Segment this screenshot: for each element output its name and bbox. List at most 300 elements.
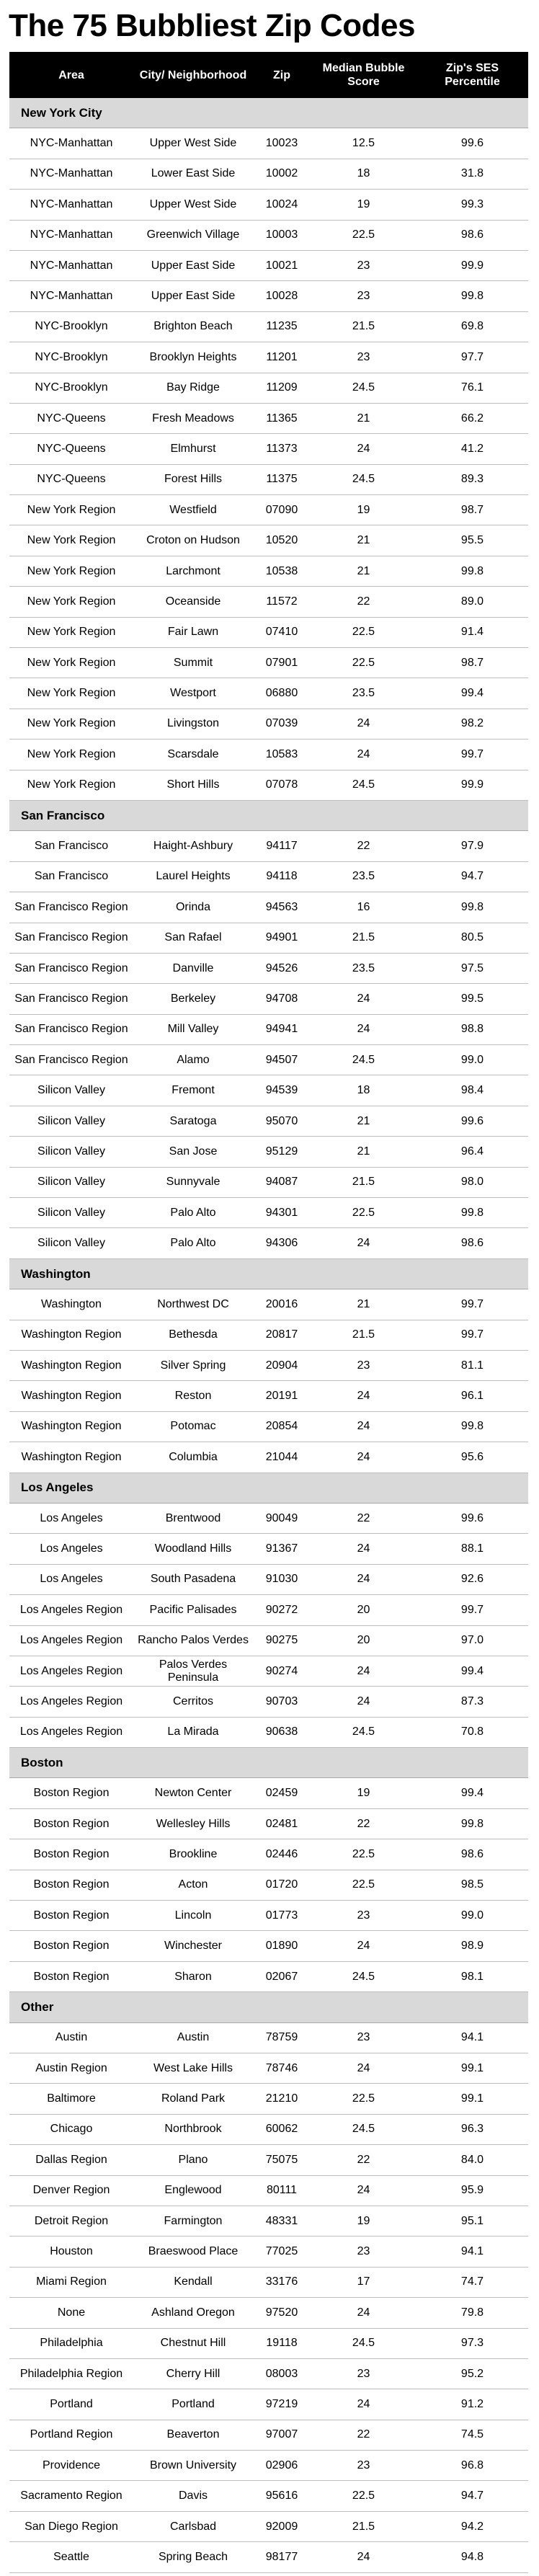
cell-ses-percentile: 94.1: [416, 2022, 528, 2053]
table-row: [9, 2298, 528, 2328]
cell-median-bubble-score: 23: [311, 281, 416, 311]
table-row: [9, 2420, 528, 2450]
cell-ses-percentile: 99.0: [416, 1901, 528, 1931]
cell-area: Austin: [9, 2022, 133, 2053]
cell-city-neighborhood: Northwest DC: [133, 1289, 253, 1320]
cell-median-bubble-score: 23: [311, 2022, 416, 2053]
cell-ses-percentile: 94.8: [416, 2542, 528, 2573]
cell-median-bubble-score: 21.5: [311, 1320, 416, 1350]
cell-zip: 01890: [253, 1931, 311, 1961]
cell-zip: 11209: [253, 373, 311, 403]
cell-zip: 02446: [253, 1839, 311, 1870]
cell-zip: 02481: [253, 1808, 311, 1839]
cell-median-bubble-score: 24: [311, 1228, 416, 1258]
cell-area: Seattle: [9, 2542, 133, 2573]
cell-city-neighborhood: Plano: [133, 2145, 253, 2175]
cell-city-neighborhood: Fresh Meadows: [133, 403, 253, 433]
table-row: [9, 434, 528, 464]
table-row: [9, 1778, 528, 1808]
cell-area: Silicon Valley: [9, 1075, 133, 1106]
table-header-row: [9, 52, 528, 98]
cell-area: New York Region: [9, 617, 133, 647]
table-row: [9, 2022, 528, 2053]
cell-ses-percentile: 99.0: [416, 1045, 528, 1075]
cell-city-neighborhood: Summit: [133, 648, 253, 678]
table-row: [9, 2237, 528, 2267]
cell-area: Dallas Region: [9, 2145, 133, 2175]
cell-median-bubble-score: 24.5: [311, 770, 416, 800]
cell-area: Silicon Valley: [9, 1137, 133, 1167]
cell-city-neighborhood: Cherry Hill: [133, 2358, 253, 2389]
table-row: [9, 2542, 528, 2573]
cell-city-neighborhood: Alamo: [133, 1045, 253, 1075]
cell-zip: 97520: [253, 2298, 311, 2328]
cell-median-bubble-score: 24: [311, 2053, 416, 2083]
cell-area: Silicon Valley: [9, 1228, 133, 1258]
table-row: [9, 587, 528, 617]
section-title: Other: [9, 1992, 528, 2022]
table-row: [9, 1687, 528, 1717]
cell-zip: 08003: [253, 2358, 311, 2389]
cell-ses-percentile: 99.8: [416, 892, 528, 923]
cell-city-neighborhood: Saratoga: [133, 1106, 253, 1136]
cell-ses-percentile: 74.7: [416, 2267, 528, 2297]
cell-zip: 21210: [253, 2084, 311, 2114]
cell-area: Washington: [9, 1289, 133, 1320]
section-title: Washington: [9, 1258, 528, 1289]
cell-area: None: [9, 2298, 133, 2328]
cell-city-neighborhood: Northbrook: [133, 2114, 253, 2144]
cell-area: Boston Region: [9, 1808, 133, 1839]
cell-zip: 98177: [253, 2542, 311, 2573]
cell-ses-percentile: 99.5: [416, 984, 528, 1014]
cell-median-bubble-score: 24.5: [311, 2114, 416, 2144]
cell-median-bubble-score: 21.5: [311, 1167, 416, 1197]
cell-zip: 97007: [253, 2420, 311, 2450]
cell-zip: 94526: [253, 953, 311, 983]
cell-area: NYC-Manhattan: [9, 250, 133, 280]
cell-ses-percentile: 98.4: [416, 1075, 528, 1106]
cell-zip: 94306: [253, 1228, 311, 1258]
header-ses-percentile: Zip's SES Percentile: [416, 52, 528, 98]
cell-zip: 94117: [253, 831, 311, 861]
cell-median-bubble-score: 22.5: [311, 1870, 416, 1900]
cell-zip: 20904: [253, 1351, 311, 1381]
cell-city-neighborhood: Haight-Ashbury: [133, 831, 253, 861]
cell-ses-percentile: 79.8: [416, 2298, 528, 2328]
section-header-row: [9, 800, 528, 830]
cell-zip: 10024: [253, 190, 311, 220]
cell-ses-percentile: 95.9: [416, 2175, 528, 2206]
cell-city-neighborhood: Laurel Heights: [133, 861, 253, 892]
cell-ses-percentile: 99.6: [416, 128, 528, 159]
table-row: [9, 861, 528, 892]
table-row: [9, 1228, 528, 1258]
table-row: [9, 617, 528, 647]
cell-city-neighborhood: Scarsdale: [133, 740, 253, 770]
cell-zip: 01720: [253, 1870, 311, 1900]
table-row: [9, 648, 528, 678]
cell-city-neighborhood: Ashland Oregon: [133, 2298, 253, 2328]
cell-median-bubble-score: 24.5: [311, 373, 416, 403]
cell-area: Los Angeles Region: [9, 1717, 133, 1747]
cell-median-bubble-score: 23: [311, 1901, 416, 1931]
cell-zip: 90272: [253, 1595, 311, 1625]
cell-median-bubble-score: 24: [311, 1687, 416, 1717]
cell-ses-percentile: 99.4: [416, 678, 528, 709]
cell-zip: 11572: [253, 587, 311, 617]
cell-zip: 90275: [253, 1625, 311, 1656]
cell-zip: 11365: [253, 403, 311, 433]
cell-zip: 11375: [253, 464, 311, 494]
cell-zip: 33176: [253, 2267, 311, 2297]
cell-ses-percentile: 88.1: [416, 1534, 528, 1564]
cell-area: Silicon Valley: [9, 1198, 133, 1228]
cell-ses-percentile: 41.2: [416, 434, 528, 464]
cell-area: Los Angeles: [9, 1503, 133, 1533]
cell-area: NYC-Manhattan: [9, 190, 133, 220]
cell-zip: 90638: [253, 1717, 311, 1747]
table-row: [9, 2328, 528, 2358]
cell-city-neighborhood: Reston: [133, 1381, 253, 1411]
cell-city-neighborhood: Orinda: [133, 892, 253, 923]
cell-city-neighborhood: Westport: [133, 678, 253, 709]
cell-area: Washington Region: [9, 1442, 133, 1473]
cell-city-neighborhood: Fremont: [133, 1075, 253, 1106]
cell-area: Washington Region: [9, 1320, 133, 1350]
cell-area: New York Region: [9, 740, 133, 770]
cell-area: Los Angeles Region: [9, 1656, 133, 1686]
cell-area: New York Region: [9, 770, 133, 800]
cell-median-bubble-score: 23: [311, 1351, 416, 1381]
cell-zip: 94708: [253, 984, 311, 1014]
header-area: Area: [9, 52, 133, 98]
cell-median-bubble-score: 21: [311, 403, 416, 433]
cell-ses-percentile: 99.7: [416, 1320, 528, 1350]
cell-median-bubble-score: 22.5: [311, 2481, 416, 2511]
cell-median-bubble-score: 22: [311, 2145, 416, 2175]
table-row: [9, 1870, 528, 1900]
cell-ses-percentile: 87.3: [416, 1687, 528, 1717]
cell-ses-percentile: 99.8: [416, 1411, 528, 1442]
table-row: [9, 709, 528, 739]
cell-median-bubble-score: 24: [311, 1931, 416, 1961]
cell-city-neighborhood: Oceanside: [133, 587, 253, 617]
cell-area: Los Angeles: [9, 1534, 133, 1564]
cell-area: New York Region: [9, 525, 133, 556]
cell-ses-percentile: 91.4: [416, 617, 528, 647]
cell-median-bubble-score: 21: [311, 1106, 416, 1136]
cell-zip: 78759: [253, 2022, 311, 2053]
cell-ses-percentile: 96.8: [416, 2451, 528, 2481]
cell-area: NYC-Brooklyn: [9, 373, 133, 403]
table-row: [9, 1014, 528, 1044]
cell-median-bubble-score: 17: [311, 2267, 416, 2297]
cell-ses-percentile: 94.7: [416, 861, 528, 892]
cell-city-neighborhood: Bethesda: [133, 1320, 253, 1350]
table-row: [9, 464, 528, 494]
cell-zip: 78746: [253, 2053, 311, 2083]
cell-ses-percentile: 99.8: [416, 1198, 528, 1228]
cell-zip: 94301: [253, 1198, 311, 1228]
table-row: [9, 556, 528, 586]
cell-median-bubble-score: 23.5: [311, 678, 416, 709]
cell-median-bubble-score: 22.5: [311, 1198, 416, 1228]
cell-city-neighborhood: Cerritos: [133, 1687, 253, 1717]
cell-ses-percentile: 95.2: [416, 2358, 528, 2389]
table-row: [9, 2481, 528, 2511]
cell-zip: 20016: [253, 1289, 311, 1320]
cell-ses-percentile: 98.5: [416, 1870, 528, 1900]
cell-median-bubble-score: 23.5: [311, 953, 416, 983]
cell-area: Miami Region: [9, 2267, 133, 2297]
cell-area: NYC-Manhattan: [9, 128, 133, 159]
cell-zip: 20854: [253, 1411, 311, 1442]
table-row: [9, 1411, 528, 1442]
cell-median-bubble-score: 21.5: [311, 923, 416, 953]
cell-city-neighborhood: Upper East Side: [133, 250, 253, 280]
table-row: [9, 953, 528, 983]
cell-ses-percentile: 91.2: [416, 2389, 528, 2420]
cell-median-bubble-score: 24: [311, 709, 416, 739]
cell-zip: 10520: [253, 525, 311, 556]
table-row: [9, 984, 528, 1014]
cell-zip: 94563: [253, 892, 311, 923]
cell-area: San Diego Region: [9, 2511, 133, 2541]
cell-ses-percentile: 99.1: [416, 2053, 528, 2083]
table-row: [9, 2053, 528, 2083]
cell-ses-percentile: 99.7: [416, 1289, 528, 1320]
cell-median-bubble-score: 24: [311, 2175, 416, 2206]
cell-ses-percentile: 97.9: [416, 831, 528, 861]
cell-ses-percentile: 97.7: [416, 342, 528, 373]
table-row: [9, 373, 528, 403]
table-row: [9, 892, 528, 923]
cell-median-bubble-score: 24: [311, 1442, 416, 1473]
cell-zip: 94087: [253, 1167, 311, 1197]
cell-median-bubble-score: 21.5: [311, 2511, 416, 2541]
cell-zip: 02459: [253, 1778, 311, 1808]
cell-ses-percentile: 89.3: [416, 464, 528, 494]
cell-area: NYC-Manhattan: [9, 281, 133, 311]
cell-ses-percentile: 99.1: [416, 2084, 528, 2114]
cell-area: NYC-Brooklyn: [9, 311, 133, 342]
cell-ses-percentile: 94.7: [416, 2481, 528, 2511]
cell-zip: 10583: [253, 740, 311, 770]
cell-area: Denver Region: [9, 2175, 133, 2206]
cell-ses-percentile: 84.0: [416, 2145, 528, 2175]
cell-area: Boston Region: [9, 1870, 133, 1900]
cell-zip: 07078: [253, 770, 311, 800]
table-row: [9, 1289, 528, 1320]
section-header-row: [9, 1748, 528, 1778]
cell-area: NYC-Queens: [9, 403, 133, 433]
cell-ses-percentile: 98.7: [416, 648, 528, 678]
cell-median-bubble-score: 19: [311, 2206, 416, 2236]
cell-city-neighborhood: Palo Alto: [133, 1228, 253, 1258]
cell-median-bubble-score: 23: [311, 2451, 416, 2481]
cell-median-bubble-score: 24.5: [311, 1045, 416, 1075]
table-row: [9, 1503, 528, 1533]
cell-city-neighborhood: Silver Spring: [133, 1351, 253, 1381]
cell-ses-percentile: 95.5: [416, 525, 528, 556]
cell-ses-percentile: 98.6: [416, 1228, 528, 1258]
cell-median-bubble-score: 22: [311, 1503, 416, 1533]
cell-area: New York Region: [9, 648, 133, 678]
cell-ses-percentile: 89.0: [416, 587, 528, 617]
cell-area: Silicon Valley: [9, 1167, 133, 1197]
cell-city-neighborhood: Spring Beach: [133, 2542, 253, 2573]
cell-ses-percentile: 99.8: [416, 281, 528, 311]
cell-median-bubble-score: 22.5: [311, 220, 416, 250]
header-median-bubble-score: Median Bubble Score: [311, 52, 416, 98]
cell-ses-percentile: 97.5: [416, 953, 528, 983]
table-row: [9, 1839, 528, 1870]
table-row: [9, 342, 528, 373]
cell-median-bubble-score: 24: [311, 1411, 416, 1442]
table-row: [9, 831, 528, 861]
cell-city-neighborhood: Elmhurst: [133, 434, 253, 464]
cell-city-neighborhood: West Lake Hills: [133, 2053, 253, 2083]
cell-area: Los Angeles Region: [9, 1625, 133, 1656]
cell-ses-percentile: 69.8: [416, 311, 528, 342]
cell-city-neighborhood: Brooklyn Heights: [133, 342, 253, 373]
cell-median-bubble-score: 23: [311, 342, 416, 373]
section-header-row: [9, 1992, 528, 2022]
cell-area: Portland Region: [9, 2420, 133, 2450]
cell-city-neighborhood: Farmington: [133, 2206, 253, 2236]
cell-zip: 11235: [253, 311, 311, 342]
cell-ses-percentile: 31.8: [416, 159, 528, 189]
cell-area: Sacramento Region: [9, 2481, 133, 2511]
table-row: [9, 1381, 528, 1411]
cell-area: NYC-Manhattan: [9, 220, 133, 250]
table-row: [9, 2206, 528, 2236]
cell-zip: 60062: [253, 2114, 311, 2144]
cell-median-bubble-score: 24: [311, 984, 416, 1014]
section-header-row: [9, 1473, 528, 1503]
cell-city-neighborhood: Lower East Side: [133, 159, 253, 189]
cell-median-bubble-score: 24: [311, 2389, 416, 2420]
cell-ses-percentile: 99.7: [416, 1595, 528, 1625]
table-row: [9, 1198, 528, 1228]
section-header-row: [9, 1258, 528, 1289]
cell-area: Philadelphia: [9, 2328, 133, 2358]
cell-city-neighborhood: Greenwich Village: [133, 220, 253, 250]
cell-median-bubble-score: 21: [311, 1289, 416, 1320]
cell-city-neighborhood: Brown University: [133, 2451, 253, 2481]
cell-city-neighborhood: Fair Lawn: [133, 617, 253, 647]
cell-median-bubble-score: 24: [311, 434, 416, 464]
cell-ses-percentile: 96.4: [416, 1137, 528, 1167]
cell-city-neighborhood: Croton on Hudson: [133, 525, 253, 556]
cell-city-neighborhood: Forest Hills: [133, 464, 253, 494]
cell-zip: 20191: [253, 1381, 311, 1411]
bubble-zip-table: [9, 52, 528, 2573]
section-title: Los Angeles: [9, 1473, 528, 1503]
cell-zip: 91030: [253, 1564, 311, 1594]
cell-ses-percentile: 66.2: [416, 403, 528, 433]
header-zip: Zip: [253, 52, 311, 98]
cell-city-neighborhood: Carlsbad: [133, 2511, 253, 2541]
cell-zip: 77025: [253, 2237, 311, 2267]
cell-area: New York Region: [9, 678, 133, 709]
cell-median-bubble-score: 20: [311, 1625, 416, 1656]
cell-ses-percentile: 98.8: [416, 1014, 528, 1044]
cell-zip: 90703: [253, 1687, 311, 1717]
cell-city-neighborhood: Lincoln: [133, 1901, 253, 1931]
section-header-row: [9, 98, 528, 128]
cell-ses-percentile: 95.6: [416, 1442, 528, 1473]
cell-ses-percentile: 99.8: [416, 1808, 528, 1839]
cell-zip: 07090: [253, 495, 311, 525]
cell-median-bubble-score: 22.5: [311, 2084, 416, 2114]
cell-ses-percentile: 92.6: [416, 1564, 528, 1594]
cell-city-neighborhood: La Mirada: [133, 1717, 253, 1747]
cell-city-neighborhood: Chestnut Hill: [133, 2328, 253, 2358]
table-row: [9, 678, 528, 709]
table-row: [9, 1075, 528, 1106]
cell-ses-percentile: 99.6: [416, 1503, 528, 1533]
cell-zip: 10002: [253, 159, 311, 189]
cell-ses-percentile: 81.1: [416, 1351, 528, 1381]
cell-city-neighborhood: Woodland Hills: [133, 1534, 253, 1564]
table-row: [9, 281, 528, 311]
cell-zip: 10003: [253, 220, 311, 250]
cell-ses-percentile: 99.7: [416, 740, 528, 770]
cell-zip: 91367: [253, 1534, 311, 1564]
cell-city-neighborhood: Berkeley: [133, 984, 253, 1014]
cell-area: Philadelphia Region: [9, 2358, 133, 2389]
table-row: [9, 1320, 528, 1350]
cell-city-neighborhood: Rancho Palos Verdes: [133, 1625, 253, 1656]
cell-ses-percentile: 96.1: [416, 1381, 528, 1411]
table-row: [9, 1045, 528, 1075]
cell-zip: 02906: [253, 2451, 311, 2481]
cell-median-bubble-score: 21: [311, 1137, 416, 1167]
cell-median-bubble-score: 19: [311, 1778, 416, 1808]
cell-area: San Francisco: [9, 831, 133, 861]
cell-median-bubble-score: 22: [311, 1808, 416, 1839]
cell-ses-percentile: 98.6: [416, 220, 528, 250]
cell-ses-percentile: 99.9: [416, 770, 528, 800]
cell-city-neighborhood: Potomac: [133, 1411, 253, 1442]
cell-zip: 95070: [253, 1106, 311, 1136]
cell-area: Washington Region: [9, 1411, 133, 1442]
cell-city-neighborhood: Palos Verdes Peninsula: [133, 1656, 253, 1686]
cell-median-bubble-score: 24: [311, 1656, 416, 1686]
cell-city-neighborhood: Larchmont: [133, 556, 253, 586]
cell-area: Los Angeles Region: [9, 1687, 133, 1717]
cell-city-neighborhood: Columbia: [133, 1442, 253, 1473]
table-row: [9, 1961, 528, 1991]
cell-ses-percentile: 97.3: [416, 2328, 528, 2358]
table-row: [9, 250, 528, 280]
table-row: [9, 1595, 528, 1625]
table-row: [9, 1167, 528, 1197]
cell-area: Detroit Region: [9, 2206, 133, 2236]
cell-zip: 07410: [253, 617, 311, 647]
cell-zip: 11373: [253, 434, 311, 464]
table-row: [9, 1808, 528, 1839]
cell-area: Washington Region: [9, 1381, 133, 1411]
table-body: [9, 98, 528, 2573]
cell-ses-percentile: 95.1: [416, 2206, 528, 2236]
cell-city-neighborhood: Livingston: [133, 709, 253, 739]
cell-median-bubble-score: 21: [311, 556, 416, 586]
cell-area: Boston Region: [9, 1839, 133, 1870]
cell-median-bubble-score: 24: [311, 1014, 416, 1044]
